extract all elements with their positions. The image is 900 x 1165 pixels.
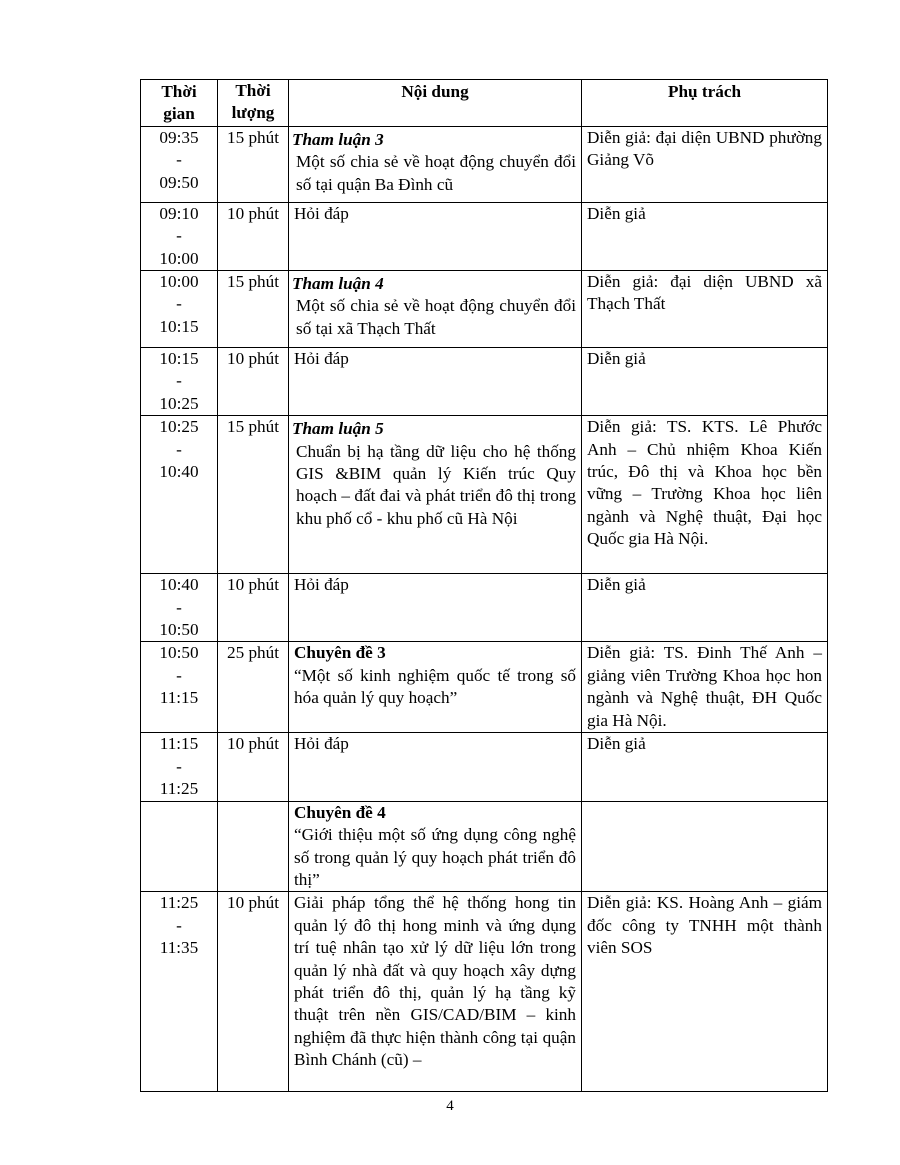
table-row (141, 416, 828, 574)
owner-cell: Diễn giả (582, 202, 828, 270)
owner-cell: Diễn giả: đại diện UBND phường Giảng Võ (582, 126, 828, 202)
content-cell: Hỏi đáp (289, 348, 582, 416)
content-cell: Hỏi đáp (289, 733, 582, 801)
content-cell: Giải pháp tổng thể hệ thống hong tin quản lý đô thị hong minh và ứng dụng trí tuệ nhân tạo xử lý dữ liệu lớn trong quản lý nhà đất và quy hoạch xây dựng phát triển đô thị, quản lý hạ tầng kỹ thuật trên nền GIS/CAD/BIM – kinh nghiệm đã thực hiện thành công tại quận Bình Chánh (cũ) – (289, 892, 582, 1092)
header-owner: Phụ trách (582, 80, 828, 127)
table-row (141, 801, 828, 892)
header-duration: Thời lượng (218, 80, 289, 127)
dash: - (176, 294, 182, 314)
start-time: 10:25 (159, 417, 199, 437)
item-body: Chuẩn bị hạ tầng dữ liệu cho hệ thống GIS &BIM quản lý Kiến trúc Quy hoạch – đất đai và phát triển đô thị trong khu phố cổ - khu phố cũ Hà Nội (296, 441, 576, 528)
time-cell (141, 271, 218, 348)
dash: - (176, 915, 182, 935)
duration-cell (218, 801, 289, 892)
content-cell: Hỏi đáp (289, 202, 582, 270)
end-time: 11:15 (159, 688, 199, 708)
start-time: 10:40 (159, 575, 199, 595)
start-time: 11:15 (159, 734, 199, 754)
item-title: Tham luận 4 (292, 274, 384, 294)
time-cell (141, 642, 218, 733)
item-body: Một số chia sẻ về hoạt động chuyển đổi số tại quận Ba Đình cũ (296, 152, 576, 194)
owner-cell: Diễn giả: TS. KTS. Lê Phước Anh – Chủ nhiệm Khoa Kiến trúc, Đô thị và Khoa học bền vững – Trường Khoa học liên ngành và Nghệ thuật, Đại học Quốc gia Hà Nội. (582, 416, 828, 574)
content-cell: Hỏi đáp (289, 574, 582, 642)
table-row (141, 202, 828, 270)
table-row (141, 574, 828, 642)
start-time: 10:50 (159, 643, 199, 663)
content-cell (289, 271, 582, 348)
end-time: 10:40 (159, 462, 199, 482)
content-cell (289, 126, 582, 202)
owner-cell: Diễn giả: KS. Hoàng Anh – giám đốc công ty TNHH một thành viên SOS (582, 892, 828, 1092)
end-time: 11:25 (159, 779, 199, 799)
table-row (141, 348, 828, 416)
time-cell (141, 801, 218, 892)
table-row (141, 642, 828, 733)
header-time: Thời gian (141, 80, 218, 127)
duration-cell: 10 phút (218, 733, 289, 801)
content-cell (289, 642, 582, 733)
start-time: 10:00 (159, 272, 199, 292)
item-title: Chuyên đề 4 (294, 802, 386, 822)
start-time: 11:25 (159, 893, 199, 913)
owner-cell: Diễn giả: TS. Đinh Thế Anh – giảng viên Trường Khoa học hon ngành và Nghệ thuật, ĐH Quốc gia Hà Nội. (582, 642, 828, 733)
dash: - (176, 597, 182, 617)
owner-cell (582, 801, 828, 892)
end-time: 10:00 (159, 248, 199, 268)
content-cell (289, 801, 582, 892)
content-cell (289, 416, 582, 574)
end-time: 11:35 (159, 938, 199, 958)
dash: - (176, 665, 182, 685)
table-row (141, 126, 828, 202)
end-time: 10:25 (159, 393, 199, 413)
header-row (141, 80, 828, 127)
dash: - (176, 371, 182, 391)
item-body: “Giới thiệu một số ứng dụng công nghệ số trong quản lý quy hoạch phát triển đô thị” (294, 825, 576, 889)
end-time: 10:15 (159, 316, 199, 336)
duration-cell: 10 phút (218, 202, 289, 270)
owner-cell: Diễn giả: đại diện UBND xã Thạch Thất (582, 271, 828, 348)
table-row (141, 733, 828, 801)
dash: - (176, 439, 182, 459)
owner-cell: Diễn giả (582, 733, 828, 801)
start-time: 09:10 (159, 203, 199, 223)
owner-cell: Diễn giả (582, 574, 828, 642)
duration-cell: 25 phút (218, 642, 289, 733)
time-cell (141, 126, 218, 202)
time-cell (141, 733, 218, 801)
table-row (141, 892, 828, 1092)
time-cell (141, 416, 218, 574)
page-number: 4 (446, 1098, 454, 1114)
item-body: Một số chia sẻ về hoạt động chuyển đổi số tại xã Thạch Thất (296, 296, 576, 338)
dash: - (176, 150, 182, 170)
duration-cell: 15 phút (218, 416, 289, 574)
dash: - (176, 756, 182, 776)
header-content: Nội dung (289, 80, 582, 127)
time-cell (141, 574, 218, 642)
time-cell (141, 202, 218, 270)
start-time: 10:15 (159, 349, 199, 369)
duration-cell: 10 phút (218, 892, 289, 1092)
owner-cell: Diễn giả (582, 348, 828, 416)
end-time: 09:50 (159, 172, 199, 192)
item-title: Tham luận 3 (292, 129, 384, 149)
item-title: Tham luận 5 (292, 419, 384, 439)
item-body: “Một số kinh nghiệm quốc tế trong số hóa quản lý quy hoạch” (294, 665, 576, 708)
item-title: Chuyên đề 3 (294, 643, 386, 663)
duration-cell: 15 phút (218, 271, 289, 348)
duration-cell: 10 phút (218, 348, 289, 416)
start-time: 09:35 (159, 127, 199, 147)
duration-cell: 10 phút (218, 574, 289, 642)
agenda-table (140, 79, 828, 1092)
time-cell (141, 348, 218, 416)
duration-cell: 15 phút (218, 126, 289, 202)
table-row (141, 271, 828, 348)
end-time: 10:50 (159, 620, 199, 640)
time-cell (141, 892, 218, 1092)
dash: - (176, 226, 182, 246)
